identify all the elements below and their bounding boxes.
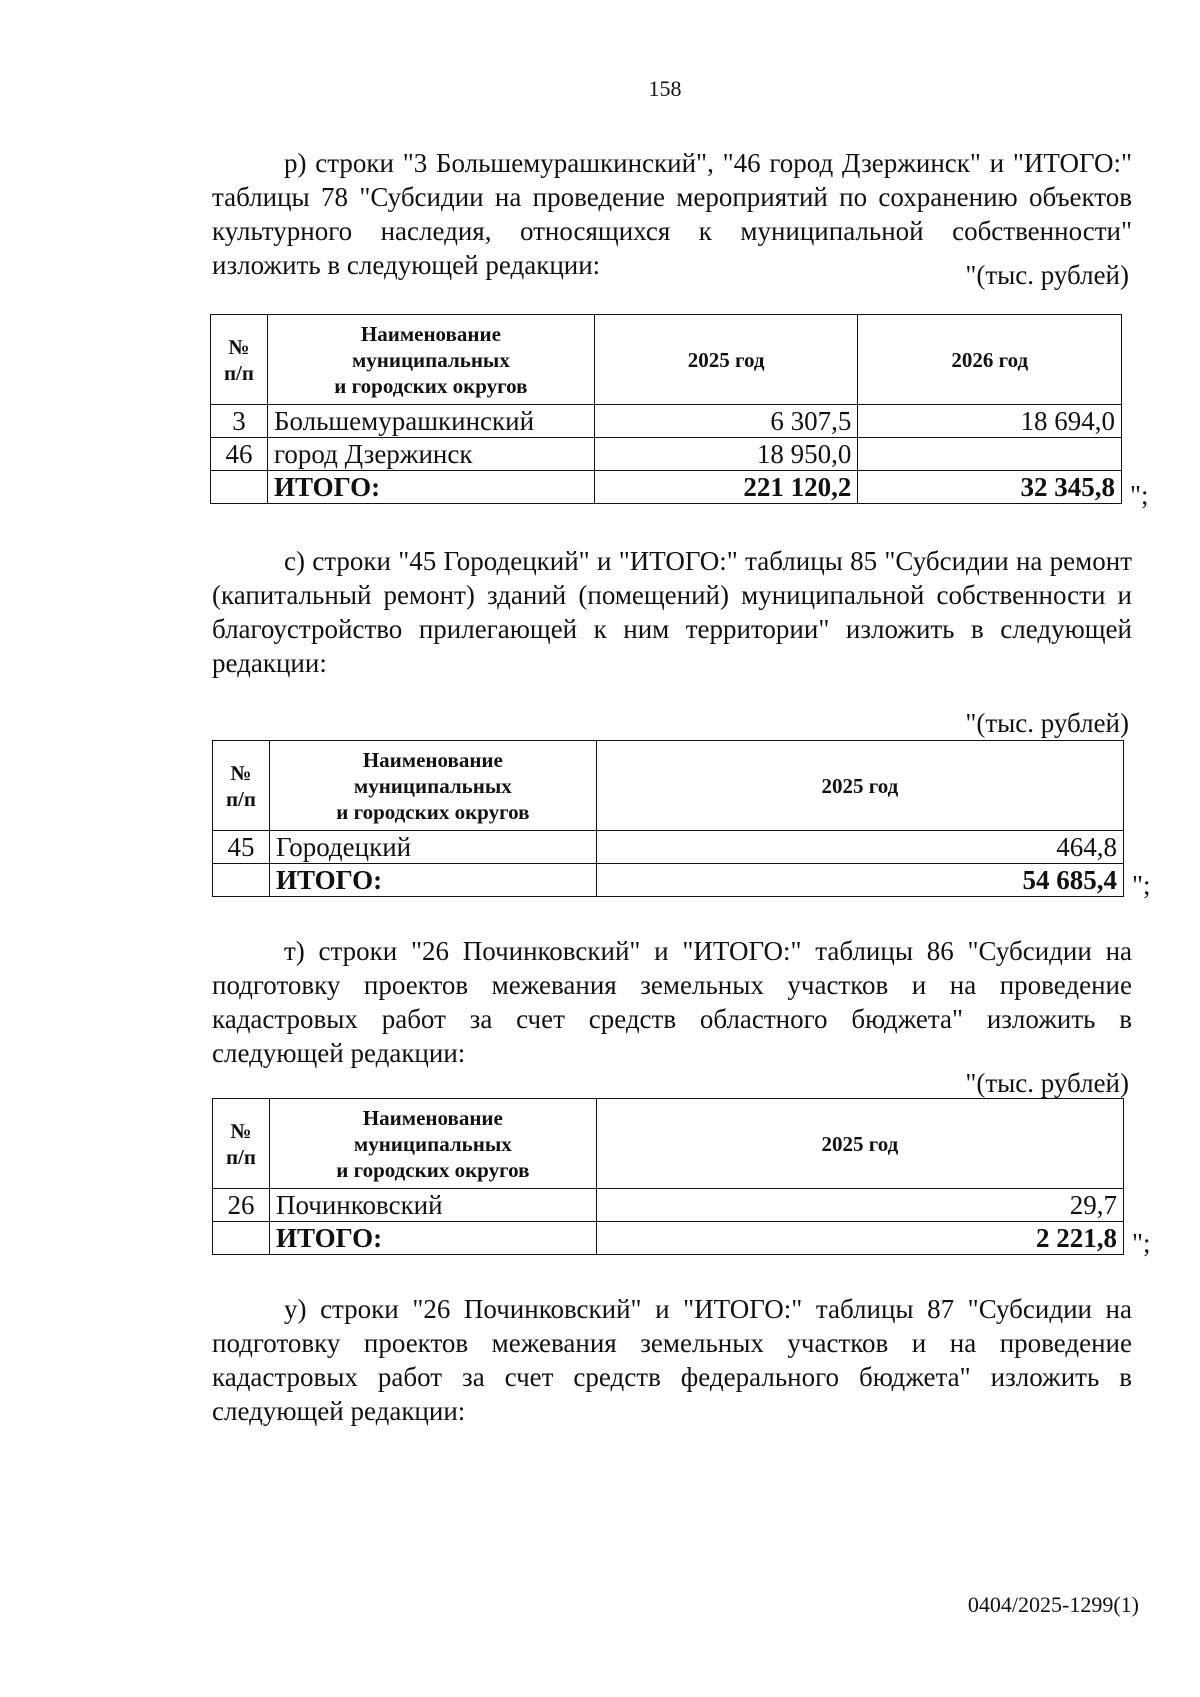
total-label: ИТОГО:	[269, 864, 596, 897]
header-year-2025: 2025 год	[596, 741, 1123, 831]
header-name: Наименование муниципальных и городских округов	[269, 1099, 596, 1189]
row-name: Починковский	[269, 1189, 596, 1222]
header-year-2025: 2025 год	[596, 1099, 1123, 1189]
section-t-units: "(тыс. рублей)	[965, 1068, 1129, 1098]
section-s-end-mark: ";	[1132, 870, 1151, 900]
table-86	[212, 1098, 1124, 1255]
total-row	[213, 864, 1124, 897]
total-value-2025: 221 120,2	[594, 471, 858, 504]
header-year-2025: 2025 год	[594, 315, 858, 405]
section-r-units: "(тыс. рублей)	[965, 260, 1129, 290]
total-row	[211, 471, 1122, 504]
total-row	[213, 1222, 1124, 1255]
table-header-row	[213, 1099, 1124, 1189]
row-value-2026: 18 694,0	[858, 405, 1122, 438]
row-name: город Дзержинск	[267, 438, 594, 471]
section-t-text: т) строки "26 Починковский" и "ИТОГО:" таблицы 86 "Субсидии на подготовку проектов межевания земельных участков и на проведение кадастровых работ за счет средств областного бюджета" изложить в следующей редакции:	[212, 936, 1132, 1068]
document-code: 0404/2025-1299(1)	[967, 1592, 1139, 1617]
row-num: 26	[213, 1189, 270, 1222]
row-value-2026	[858, 438, 1122, 471]
header-name: Наименование муниципальных и городских округов	[269, 741, 596, 831]
header-name: Наименование муниципальных и городских округов	[267, 315, 594, 405]
table-header-row	[213, 741, 1124, 831]
header-num: № п/п	[211, 315, 268, 405]
row-name: Большемурашкинский	[267, 405, 594, 438]
section-u-text: у) строки "26 Починковский" и "ИТОГО:" таблицы 87 "Субсидии на подготовку проектов межевания земельных участков и на проведение кадастровых работ за счет средств федерального бюджета" изложить в следующей редакции:	[212, 1294, 1132, 1426]
section-r-end-mark: ";	[1130, 480, 1149, 510]
row-value-2025: 6 307,5	[594, 405, 858, 438]
row-value-2025: 29,7	[596, 1189, 1123, 1222]
header-num: № п/п	[213, 1099, 270, 1189]
row-num: 45	[213, 831, 270, 864]
table-row	[213, 1189, 1124, 1222]
section-r-text: р) строки "3 Большемурашкинский", "46 город Дзержинск" и "ИТОГО:" таблицы 78 "Субсидии на проведение мероприятий по сохранению объектов культурного наследия, относящихся к муниципальной собственности" изложить в следующей редакции:	[212, 148, 1132, 280]
table-row	[211, 405, 1122, 438]
table-row	[211, 438, 1122, 471]
table-header-row	[211, 315, 1122, 405]
table-85	[212, 740, 1124, 897]
total-value-2025: 54 685,4	[596, 864, 1123, 897]
total-label: ИТОГО:	[267, 471, 594, 504]
header-num: № п/п	[213, 741, 270, 831]
section-s-units: "(тыс. рублей)	[965, 708, 1129, 738]
page-number: 158	[648, 76, 682, 101]
row-name: Городецкий	[269, 831, 596, 864]
table-78	[210, 314, 1122, 504]
total-label: ИТОГО:	[269, 1222, 596, 1255]
row-num: 3	[211, 405, 268, 438]
row-value-2025: 18 950,0	[594, 438, 858, 471]
total-value-2025: 2 221,8	[596, 1222, 1123, 1255]
section-t-end-mark: ";	[1132, 1228, 1151, 1258]
section-s-text: с) строки "45 Городецкий" и "ИТОГО:" таблицы 85 "Субсидии на ремонт (капитальный ремонт) зданий (помещений) муниципальной собственности и благоустройство прилегающей к ним территории" изложить в следующей редакции:	[212, 546, 1132, 678]
row-num: 46	[211, 438, 268, 471]
table-row	[213, 831, 1124, 864]
row-value-2025: 464,8	[596, 831, 1123, 864]
total-value-2026: 32 345,8	[858, 471, 1122, 504]
header-year-2026: 2026 год	[858, 315, 1122, 405]
